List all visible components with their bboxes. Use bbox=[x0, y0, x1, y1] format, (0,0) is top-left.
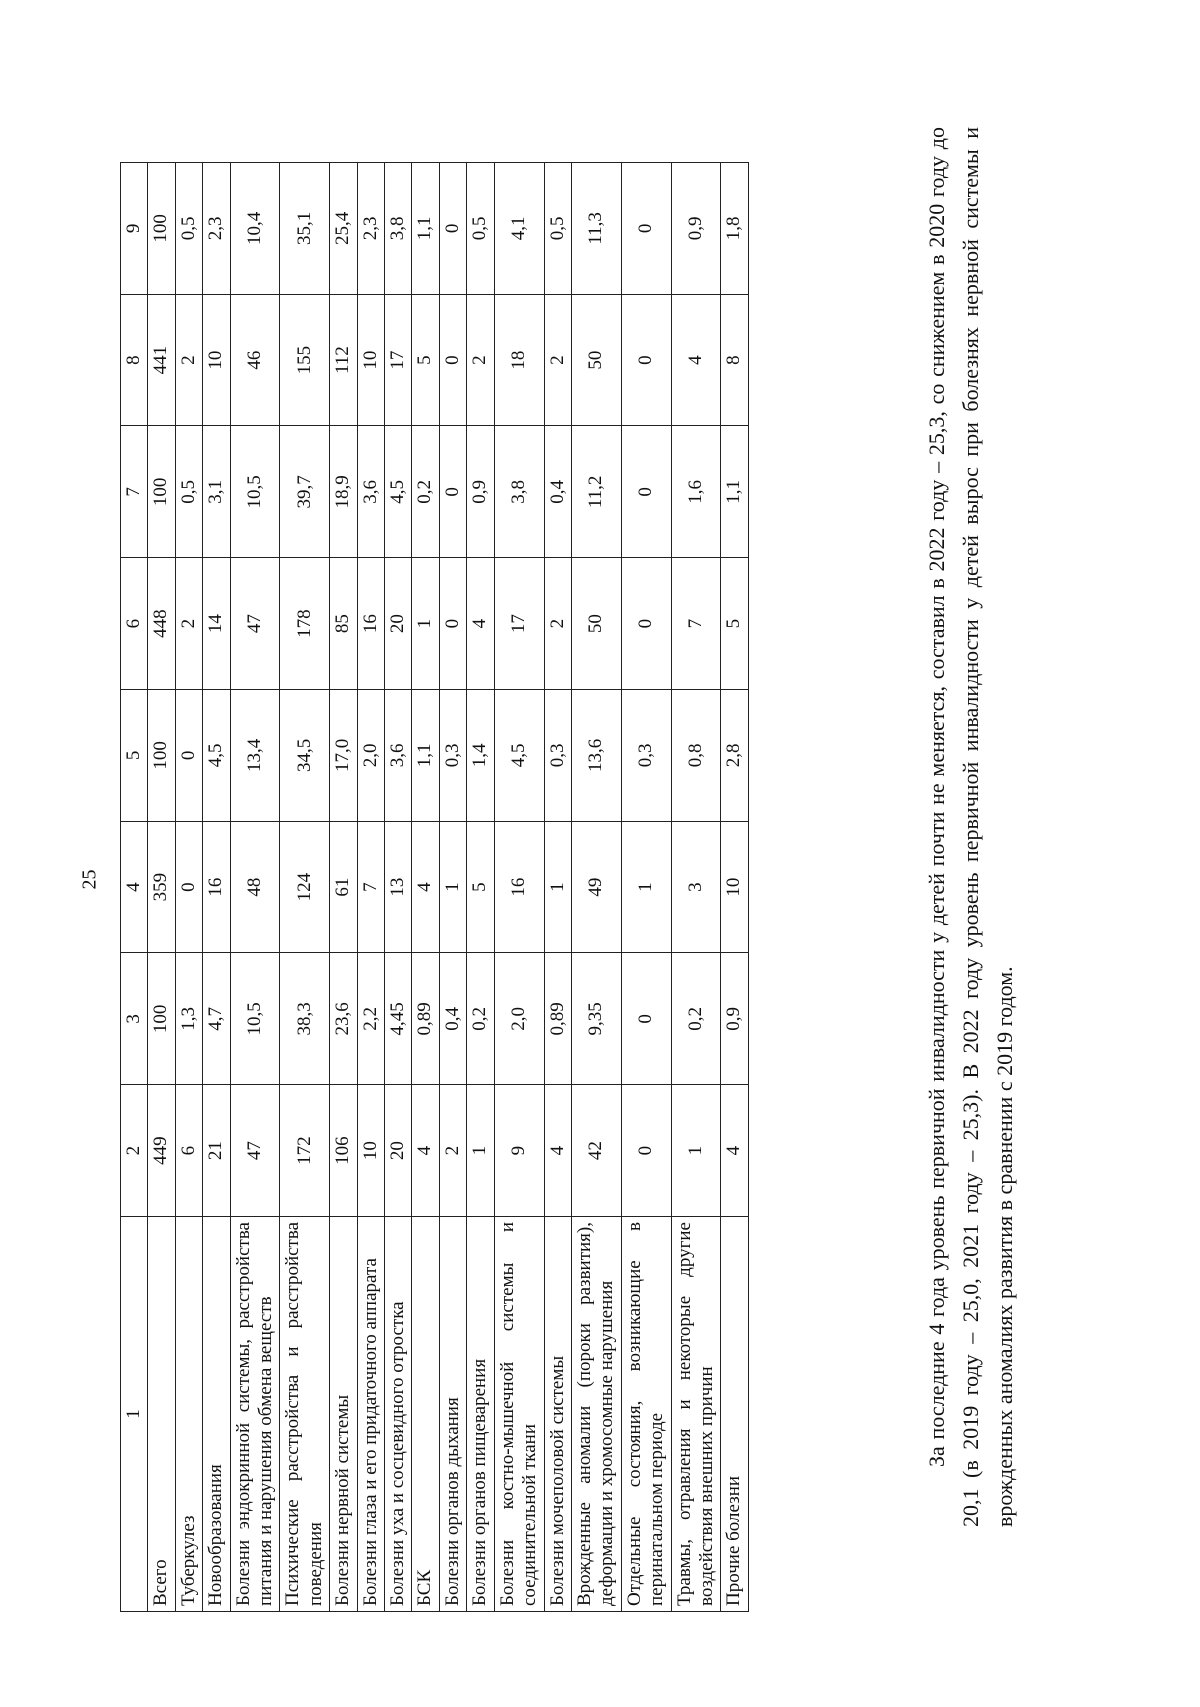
row-label: Прочие болезни bbox=[721, 1217, 748, 1612]
table-cell: 10 bbox=[357, 1085, 384, 1217]
table-cell: 7 bbox=[357, 821, 384, 953]
row-label: Травмы, отравления и некоторые другие воздействия внешних причин bbox=[671, 1217, 721, 1612]
table-row bbox=[494, 163, 544, 1612]
column-header: 8 bbox=[121, 294, 148, 426]
table-cell: 0 bbox=[175, 690, 202, 822]
column-header: 6 bbox=[121, 558, 148, 690]
table-cell: 4,5 bbox=[494, 690, 544, 822]
table-cell: 1 bbox=[412, 558, 439, 690]
table-cell: 10 bbox=[357, 294, 384, 426]
table-cell: 1,8 bbox=[721, 163, 748, 295]
row-label: Туберкулез bbox=[175, 1217, 202, 1612]
table-cell: 4,45 bbox=[385, 953, 412, 1085]
table-cell: 2 bbox=[544, 558, 571, 690]
table-cell: 2 bbox=[175, 294, 202, 426]
table-cell: 0,3 bbox=[544, 690, 571, 822]
table-cell: 0 bbox=[439, 294, 466, 426]
table-cell: 100 bbox=[148, 426, 175, 558]
table-cell: 1,6 bbox=[671, 426, 721, 558]
table-cell: 38,3 bbox=[280, 953, 330, 1085]
table-cell: 0,89 bbox=[412, 953, 439, 1085]
table-cell: 3,6 bbox=[357, 426, 384, 558]
column-header: 3 bbox=[121, 953, 148, 1085]
table-cell: 172 bbox=[280, 1085, 330, 1217]
row-label: Болезни глаза и его придаточного аппарата bbox=[357, 1217, 384, 1612]
table-row bbox=[203, 163, 230, 1612]
row-label: Болезни костно-мышечной системы и соединительной ткани bbox=[494, 1217, 544, 1612]
table-cell: 0 bbox=[621, 163, 671, 295]
table-cell: 441 bbox=[148, 294, 175, 426]
row-label: Болезни нервной системы bbox=[330, 1217, 357, 1612]
column-header: 4 bbox=[121, 821, 148, 953]
table-cell: 13,6 bbox=[571, 690, 621, 822]
table-cell: 0 bbox=[439, 426, 466, 558]
table-cell: 6 bbox=[175, 1085, 202, 1217]
table-cell: 0,5 bbox=[175, 163, 202, 295]
table-cell: 5 bbox=[412, 294, 439, 426]
table-cell: 50 bbox=[571, 558, 621, 690]
table-row bbox=[571, 163, 621, 1612]
table-cell: 16 bbox=[494, 821, 544, 953]
table-cell: 0,3 bbox=[439, 690, 466, 822]
table-cell: 155 bbox=[280, 294, 330, 426]
table-cell: 100 bbox=[148, 163, 175, 295]
table-cell: 17 bbox=[385, 294, 412, 426]
table-cell: 4 bbox=[544, 1085, 571, 1217]
column-header: 7 bbox=[121, 426, 148, 558]
table-cell: 3,1 bbox=[203, 426, 230, 558]
table-cell: 4 bbox=[721, 1085, 748, 1217]
table-cell: 1 bbox=[671, 1085, 721, 1217]
table-cell: 10 bbox=[721, 821, 748, 953]
table-cell: 3,8 bbox=[385, 163, 412, 295]
table-cell: 0 bbox=[621, 1085, 671, 1217]
table-row bbox=[280, 163, 330, 1612]
table-cell: 10,4 bbox=[230, 163, 280, 295]
table-cell: 10,5 bbox=[230, 953, 280, 1085]
row-label: Болезни органов пищеварения bbox=[467, 1217, 494, 1612]
table-cell: 3 bbox=[671, 821, 721, 953]
table-cell: 3,6 bbox=[385, 690, 412, 822]
column-header: 5 bbox=[121, 690, 148, 822]
table-cell: 4,7 bbox=[203, 953, 230, 1085]
table-cell: 100 bbox=[148, 953, 175, 1085]
table-cell: 449 bbox=[148, 1085, 175, 1217]
table-row bbox=[721, 163, 748, 1612]
table-cell: 10 bbox=[203, 294, 230, 426]
table-cell: 0,5 bbox=[544, 163, 571, 295]
table-cell: 4,1 bbox=[494, 163, 544, 295]
table-cell: 2 bbox=[467, 294, 494, 426]
table-cell: 4 bbox=[467, 558, 494, 690]
table-cell: 20 bbox=[385, 1085, 412, 1217]
table-cell: 50 bbox=[571, 294, 621, 426]
row-label: Новообразования bbox=[203, 1217, 230, 1612]
table-cell: 7 bbox=[671, 558, 721, 690]
table-cell: 0,2 bbox=[412, 426, 439, 558]
table-cell: 0,9 bbox=[671, 163, 721, 295]
table-cell: 48 bbox=[230, 821, 280, 953]
table-cell: 0 bbox=[439, 558, 466, 690]
row-label: Врожденные аномалии (пороки развития), деформации и хромосомные нарушения bbox=[571, 1217, 621, 1612]
table-cell: 3,8 bbox=[494, 426, 544, 558]
row-label: Болезни мочеполовой системы bbox=[544, 1217, 571, 1612]
table-cell: 9 bbox=[494, 1085, 544, 1217]
table-cell: 0 bbox=[621, 294, 671, 426]
table-cell: 18,9 bbox=[330, 426, 357, 558]
table-cell: 17,0 bbox=[330, 690, 357, 822]
row-label: Психические расстройства и расстройства поведения bbox=[280, 1217, 330, 1612]
table-cell: 0 bbox=[439, 163, 466, 295]
table-cell: 13 bbox=[385, 821, 412, 953]
table-cell: 0 bbox=[621, 953, 671, 1085]
table-cell: 1,4 bbox=[467, 690, 494, 822]
table-cell: 11,2 bbox=[571, 426, 621, 558]
table-cell: 448 bbox=[148, 558, 175, 690]
column-header: 1 bbox=[121, 1217, 148, 1612]
table-cell: 46 bbox=[230, 294, 280, 426]
table-cell: 17 bbox=[494, 558, 544, 690]
table-cell: 1 bbox=[467, 1085, 494, 1217]
table-row bbox=[175, 163, 202, 1612]
table-cell: 4 bbox=[671, 294, 721, 426]
table-cell: 1,3 bbox=[175, 953, 202, 1085]
table-cell: 1 bbox=[544, 821, 571, 953]
table-cell: 112 bbox=[330, 294, 357, 426]
table-cell: 0,89 bbox=[544, 953, 571, 1085]
table-cell: 4 bbox=[412, 1085, 439, 1217]
table-cell: 4,5 bbox=[385, 426, 412, 558]
row-label: Болезни уха и сосцевидного отростка bbox=[385, 1217, 412, 1612]
table-cell: 0,8 bbox=[671, 690, 721, 822]
table-cell: 16 bbox=[203, 821, 230, 953]
table-cell: 2 bbox=[175, 558, 202, 690]
table-cell: 124 bbox=[280, 821, 330, 953]
table-cell: 8 bbox=[721, 294, 748, 426]
table-cell: 0 bbox=[175, 821, 202, 953]
table-row bbox=[671, 163, 721, 1612]
table-cell: 11,3 bbox=[571, 163, 621, 295]
table-cell: 4 bbox=[412, 821, 439, 953]
table-row bbox=[357, 163, 384, 1612]
column-header: 2 bbox=[121, 1085, 148, 1217]
row-label: БСК bbox=[412, 1217, 439, 1612]
table-cell: 0 bbox=[621, 426, 671, 558]
table-cell: 0,2 bbox=[671, 953, 721, 1085]
table-cell: 0,5 bbox=[467, 163, 494, 295]
table-cell: 106 bbox=[330, 1085, 357, 1217]
table-cell: 1 bbox=[439, 821, 466, 953]
table-cell: 16 bbox=[357, 558, 384, 690]
table-cell: 0 bbox=[621, 558, 671, 690]
table-row bbox=[621, 163, 671, 1612]
table-cell: 178 bbox=[280, 558, 330, 690]
table-row bbox=[544, 163, 571, 1612]
table-cell: 5 bbox=[467, 821, 494, 953]
table-cell: 39,7 bbox=[280, 426, 330, 558]
table-cell: 14 bbox=[203, 558, 230, 690]
table-cell: 47 bbox=[230, 1085, 280, 1217]
table-row bbox=[439, 163, 466, 1612]
table-row bbox=[467, 163, 494, 1612]
table-cell: 1 bbox=[621, 821, 671, 953]
page-number: 25 bbox=[78, 869, 101, 890]
table-row bbox=[230, 163, 280, 1612]
table-cell: 2,0 bbox=[357, 690, 384, 822]
table-cell: 25,4 bbox=[330, 163, 357, 295]
table-cell: 2 bbox=[439, 1085, 466, 1217]
row-label: Отдельные состояния, возникающие в перинатальном периоде bbox=[621, 1217, 671, 1612]
summary-paragraph: За последние 4 года уровень первичной инвалидности у детей почти не меняется, составил в 2022 году – 25,3, со снижением в 2020 году до 20,1 (в 2019 году – 25,0, 2021 году – 25,3). В 2022 году уровень первичной инвалидности у детей вырос при болезнях нервной системы и врожденных аномалиях развития в сравнении с 2019 годом. bbox=[924, 127, 1018, 1527]
table-row bbox=[385, 163, 412, 1612]
table-cell: 21 bbox=[203, 1085, 230, 1217]
table-cell: 47 bbox=[230, 558, 280, 690]
table-cell: 2,2 bbox=[357, 953, 384, 1085]
table-row bbox=[330, 163, 357, 1612]
table-cell: 2 bbox=[544, 294, 571, 426]
table-cell: 61 bbox=[330, 821, 357, 953]
table-cell: 42 bbox=[571, 1085, 621, 1217]
table-cell: 10,5 bbox=[230, 426, 280, 558]
table-row bbox=[148, 163, 175, 1612]
table-cell: 23,6 bbox=[330, 953, 357, 1085]
table-cell: 49 bbox=[571, 821, 621, 953]
table-cell: 0,4 bbox=[439, 953, 466, 1085]
table-cell: 100 bbox=[148, 690, 175, 822]
row-label: Болезни эндокринной системы, расстройства питания и нарушения обмена веществ bbox=[230, 1217, 280, 1612]
table-cell: 34,5 bbox=[280, 690, 330, 822]
table-cell: 85 bbox=[330, 558, 357, 690]
table-cell: 0,3 bbox=[621, 690, 671, 822]
table-cell: 18 bbox=[494, 294, 544, 426]
column-header: 9 bbox=[121, 163, 148, 295]
table-cell: 13,4 bbox=[230, 690, 280, 822]
table-cell: 1,1 bbox=[412, 163, 439, 295]
table-cell: 0,9 bbox=[721, 953, 748, 1085]
table-cell: 2,3 bbox=[357, 163, 384, 295]
table-cell: 4,5 bbox=[203, 690, 230, 822]
table-cell: 359 bbox=[148, 821, 175, 953]
table-cell: 0,9 bbox=[467, 426, 494, 558]
disability-structure-table bbox=[120, 162, 749, 1612]
table-cell: 0,2 bbox=[467, 953, 494, 1085]
row-label: Болезни органов дыхания bbox=[439, 1217, 466, 1612]
table-row bbox=[412, 163, 439, 1612]
table-cell: 0,5 bbox=[175, 426, 202, 558]
table-cell: 2,0 bbox=[494, 953, 544, 1085]
row-label: Всего bbox=[148, 1217, 175, 1612]
table-cell: 1,1 bbox=[721, 426, 748, 558]
table-cell: 5 bbox=[721, 558, 748, 690]
table-cell: 1,1 bbox=[412, 690, 439, 822]
table-cell: 35,1 bbox=[280, 163, 330, 295]
table-cell: 2,3 bbox=[203, 163, 230, 295]
table-header-row bbox=[121, 163, 148, 1612]
table-cell: 20 bbox=[385, 558, 412, 690]
table-cell: 2,8 bbox=[721, 690, 748, 822]
table-cell: 0,4 bbox=[544, 426, 571, 558]
table-cell: 9,35 bbox=[571, 953, 621, 1085]
